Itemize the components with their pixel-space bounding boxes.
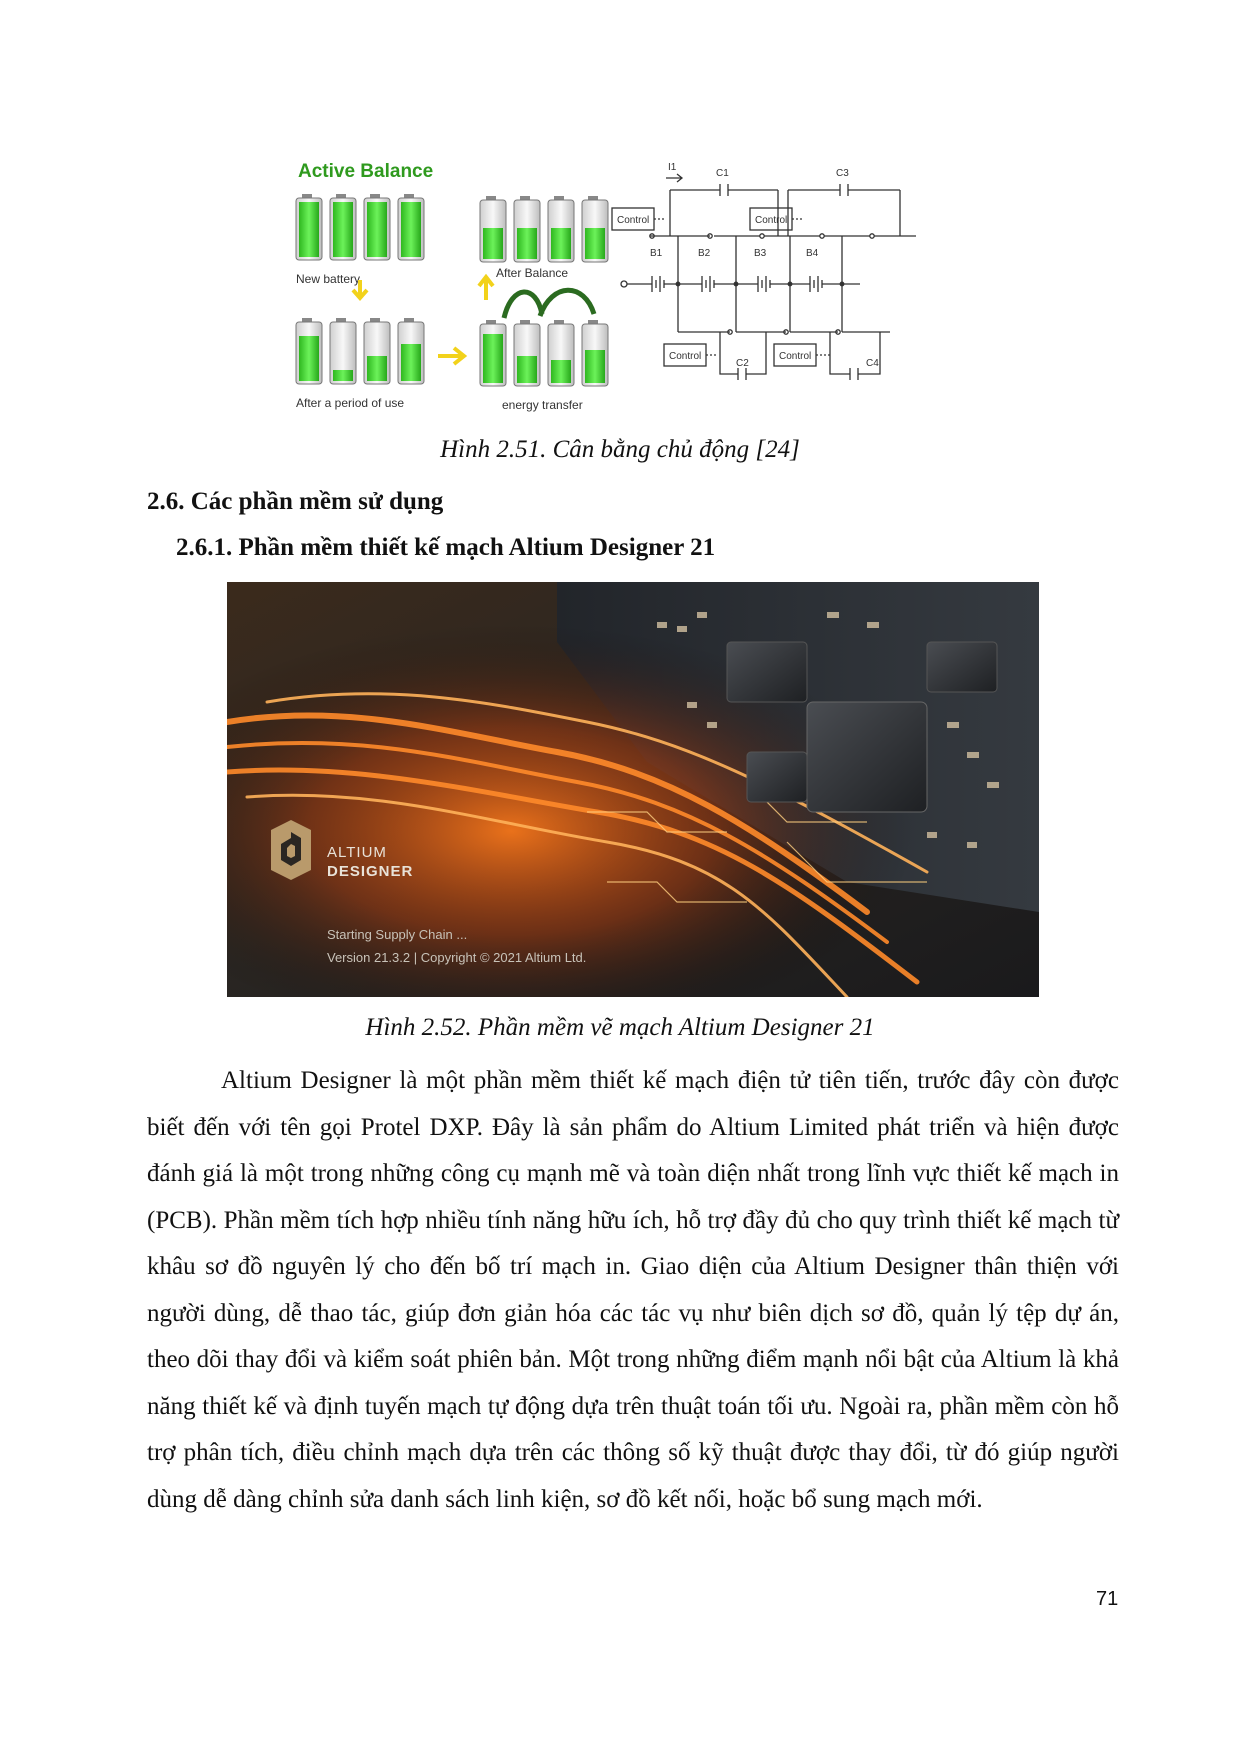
active-balance-graphic: [290, 156, 958, 416]
figure-caption-2-52: Hình 2.52. Phần mềm vẽ mạch Altium Designer 21: [365, 1014, 875, 1041]
brand-line2: DESIGNER: [327, 863, 414, 880]
balance-circuit-diagram: [612, 162, 916, 380]
balanced-battery-group: [480, 196, 608, 262]
altium-splash-image: [227, 582, 1039, 997]
figure-active-balance: [290, 156, 958, 416]
energy-transfer-arc-icon: [504, 292, 542, 318]
up-arrow-icon: [479, 277, 493, 300]
subsection-heading: 2.6.1. Phần mềm thiết kế mạch Altium Designer 21: [176, 534, 716, 561]
battery-b1: B1: [650, 248, 663, 259]
body-paragraph: [147, 1058, 1119, 1523]
brand-line1: ALTIUM: [327, 844, 387, 861]
figure-altium-splash: [227, 582, 1039, 997]
energy-transfer-arc-icon: [540, 290, 594, 316]
body-paragraph-text: Altium Designer là một phần mềm thiết kế mạch điện tử tiên tiến, trước đây còn được biết đến với tên gọi Protel DXP. Đây là sản phẩm do Altium Limited phát triển và hiện được đánh giá là một trong những công cụ mạnh mẽ và toàn diện nhất trong lĩnh vực thiết kế mạch in (PCB). Phần mềm tích hợp nhiều tính năng hữu ích, hỗ trợ đầy đủ cho quy trình thiết kế mạch từ khâu sơ đồ nguyên lý cho đến bố trí mạch in. Giao diện của Altium Designer thân thiện với người dùng, dễ thao tác, giúp đơn giản hóa các tác vụ như biên dịch sơ đồ, quản lý tệp dự án, theo dõi thay đổi và kiểm soát phiên bản. Một trong những điểm mạnh nổi bật của Altium là khả năng thiết kế và định tuyến mạch tự động dựa trên thuật toán tối ưu. Ngoài ra, phần mềm còn hỗ trợ phân tích, điều chỉnh mạch dựa trên các thông số kỹ thuật được thay đổi, từ đó giúp người dùng dễ dàng chỉnh sửa danh sách linh kiện, sơ đồ kết nối, hoặc bổ sung mạch mới.: [147, 1067, 1119, 1513]
current-label: I1: [668, 162, 677, 173]
splash-status: Starting Supply Chain ...: [327, 927, 468, 942]
control-box-label: Control: [779, 351, 812, 362]
capacitor-c4: C4: [866, 358, 879, 369]
control-box-label: Control: [755, 215, 788, 226]
energy-transfer-label: energy transfer: [502, 398, 583, 412]
control-box-label: Control: [669, 351, 702, 362]
control-box-label: Control: [617, 215, 650, 226]
figure-caption-2-51: Hình 2.51. Cân bằng chủ động [24]: [440, 436, 800, 463]
capacitor-c3: C3: [836, 168, 849, 179]
right-arrow-icon: [438, 348, 464, 364]
battery-b2: B2: [698, 248, 711, 259]
battery-b3: B3: [754, 248, 767, 259]
new-battery-label: New battery: [296, 272, 361, 286]
active-balance-title: Active Balance: [298, 161, 434, 182]
section-heading: 2.6. Các phần mềm sử dụng: [147, 488, 444, 515]
splash-version: Version 21.3.2 | Copyright © 2021 Altium Ltd.: [327, 950, 587, 965]
page-number: 71: [1096, 1588, 1119, 1610]
new-battery-group: [296, 194, 424, 260]
used-battery-group: [296, 318, 424, 384]
after-use-label: After a period of use: [296, 396, 405, 410]
altium-logo-icon: [271, 820, 311, 880]
capacitor-c2: C2: [736, 358, 749, 369]
transfer-battery-group: [480, 320, 608, 386]
battery-b4: B4: [806, 248, 819, 259]
after-balance-label: After Balance: [496, 266, 569, 280]
capacitor-c1: C1: [716, 168, 729, 179]
